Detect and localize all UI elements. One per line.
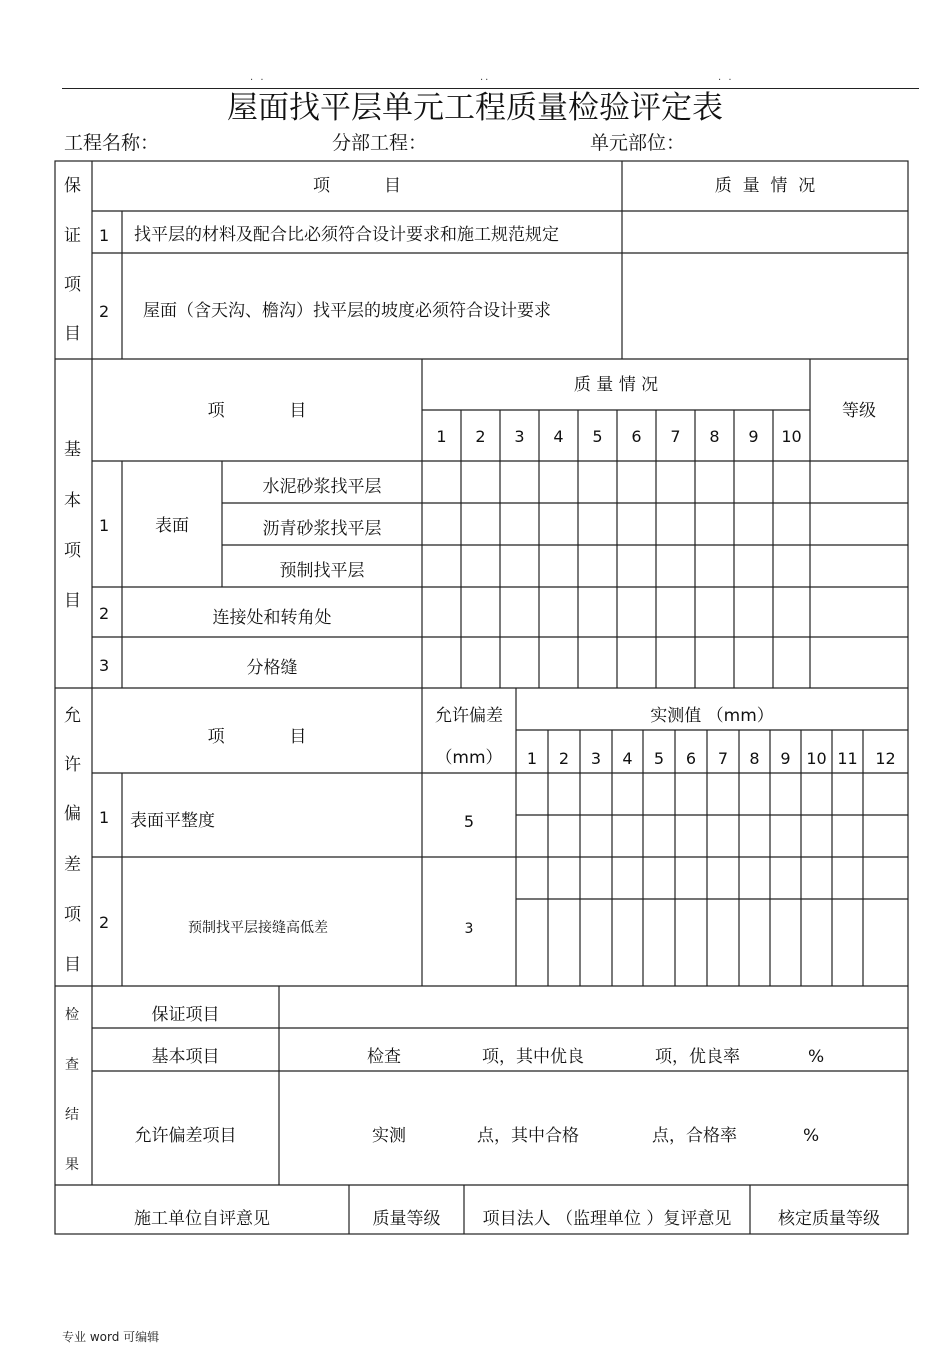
tolerance-section-char: 允 <box>64 706 81 726</box>
basic-row-text: 连接处和转角处 <box>212 608 332 628</box>
guarantee-section-char: 目 <box>64 324 81 344</box>
tolerance-col-allow-unit: （mm） <box>435 748 503 768</box>
basic-sub-item: 预制找平层 <box>279 561 365 581</box>
signoff-quality-grade: 质量等级 <box>372 1209 441 1229</box>
result-tolerance-part: % <box>803 1126 820 1146</box>
basic-col-number: 8 <box>709 427 720 446</box>
tolerance-col-number: 9 <box>780 749 791 768</box>
basic-section-char: 基 <box>64 440 81 460</box>
result-section-char: 结 <box>65 1107 79 1123</box>
tolerance-col-number: 6 <box>685 749 697 768</box>
tolerance-col-number: 4 <box>622 749 633 768</box>
basic-section-char: 目 <box>64 591 81 611</box>
unit-position-label: 单元部位： <box>590 132 686 154</box>
basic-col-number: 10 <box>781 427 802 446</box>
basic-section-char: 项 <box>64 541 81 561</box>
basic-col-number: 1 <box>436 427 447 446</box>
page-title: 屋面找平层单元工程质量检验评定表 <box>227 90 723 126</box>
tolerance-row-no: 2 <box>99 913 110 932</box>
header-mark-center: .. <box>480 72 491 83</box>
tolerance-row-no: 1 <box>99 808 110 827</box>
tolerance-col-number: 11 <box>837 749 858 768</box>
basic-row-no: 3 <box>99 656 110 675</box>
guarantee-col-item: 项 目 <box>312 176 402 196</box>
guarantee-row-text: 屋面（含天沟、檐沟）找平层的坡度必须符合设计要求 <box>143 301 551 321</box>
basic-row-label: 表面 <box>155 516 189 536</box>
result-tolerance-label: 允许偏差项目 <box>134 1126 237 1146</box>
guarantee-section-char: 证 <box>64 226 81 246</box>
guarantee-row-no: 1 <box>99 226 110 245</box>
tolerance-col-measured: 实测值 （mm） <box>650 706 774 726</box>
result-basic-part: 检查 <box>367 1047 401 1067</box>
guarantee-col-quality: 质 量 情 况 <box>714 176 816 196</box>
result-guarantee-label: 保证项目 <box>151 1005 220 1025</box>
tolerance-section-char: 许 <box>64 755 81 775</box>
result-section-char: 果 <box>65 1157 79 1173</box>
basic-col-number: 3 <box>514 427 525 446</box>
basic-sub-item: 沥青砂浆找平层 <box>262 519 382 539</box>
tolerance-col-number: 5 <box>653 749 665 768</box>
basic-col-grade: 等级 <box>842 401 876 421</box>
footer-note: 专业 word 可编辑 <box>62 1330 160 1344</box>
tolerance-col-number: 10 <box>806 749 827 768</box>
tolerance-row-allow: 3 <box>464 921 474 937</box>
result-tolerance-part: 点，合格率 <box>652 1126 737 1146</box>
tolerance-section-char: 差 <box>64 855 81 875</box>
basic-col-number: 7 <box>670 427 681 446</box>
result-basic-part: 项，优良率 <box>655 1047 740 1067</box>
basic-col-number: 4 <box>553 427 564 446</box>
basic-row-text: 分格缝 <box>246 658 298 678</box>
result-section-char: 查 <box>65 1057 79 1073</box>
tolerance-row-text: 预制找平层接缝高低差 <box>188 920 328 936</box>
result-tolerance-part: 实测 <box>372 1126 406 1146</box>
basic-col-number: 9 <box>748 427 759 446</box>
signoff-review: 项目法人 （监理单位 ）复评意见 <box>482 1209 732 1229</box>
guarantee-section-char: 项 <box>64 275 81 295</box>
tolerance-col-number: 7 <box>717 749 729 768</box>
result-basic-part: % <box>808 1047 825 1067</box>
tolerance-col-number: 3 <box>590 749 602 768</box>
basic-row-no: 1 <box>99 516 110 535</box>
basic-col-item: 项 目 <box>207 401 307 421</box>
header-mark-left: . . <box>250 72 266 83</box>
tolerance-col-number: 1 <box>526 749 538 768</box>
basic-col-quality: 质 量 情 况 <box>573 375 659 395</box>
tolerance-col-number: 12 <box>875 749 896 768</box>
tolerance-section-char: 项 <box>64 905 81 925</box>
tolerance-row-allow: 5 <box>463 812 475 831</box>
tolerance-col-number: 8 <box>749 749 760 768</box>
signoff-self-eval: 施工单位自评意见 <box>134 1209 270 1229</box>
guarantee-row-text: 找平层的材料及配合比必须符合设计要求和施工规范规定 <box>134 225 559 245</box>
basic-col-number: 2 <box>475 427 486 446</box>
result-basic-label: 基本项目 <box>151 1047 220 1067</box>
basic-col-number: 5 <box>592 427 603 446</box>
basic-row-no: 2 <box>99 604 110 623</box>
basic-col-number: 6 <box>631 427 642 446</box>
tolerance-col-number: 2 <box>558 749 570 768</box>
basic-sub-item: 水泥砂浆找平层 <box>262 477 382 497</box>
tolerance-section-char: 偏 <box>64 804 81 824</box>
tolerance-col-item: 项 目 <box>207 727 307 747</box>
division-label: 分部工程： <box>332 132 428 154</box>
tolerance-section-char: 目 <box>64 955 81 975</box>
project-name-label: 工程名称： <box>64 132 160 154</box>
signoff-verified-grade: 核定质量等级 <box>778 1209 880 1229</box>
tolerance-col-allow: 允许偏差 <box>435 706 503 726</box>
basic-section-char: 本 <box>64 491 81 511</box>
result-section-char: 检 <box>65 1007 79 1023</box>
guarantee-section-char: 保 <box>64 176 81 196</box>
guarantee-row-no: 2 <box>99 302 110 321</box>
result-basic-part: 项，其中优良 <box>482 1047 584 1067</box>
tolerance-row-text: 表面平整度 <box>130 811 215 831</box>
header-mark-right: . . <box>718 72 734 83</box>
result-tolerance-part: 点，其中合格 <box>477 1126 579 1146</box>
